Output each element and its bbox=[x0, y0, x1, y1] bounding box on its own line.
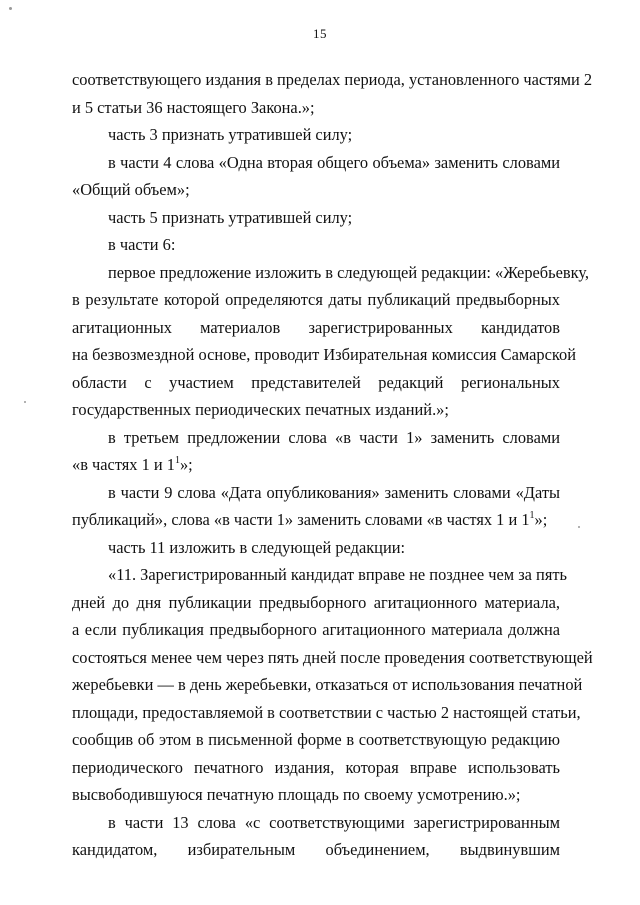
paragraph-line: в части 6: bbox=[108, 235, 176, 254]
paragraph-line: жеребьевки — в день жеребьевки, отказаться от использования печатной bbox=[72, 675, 583, 694]
paragraph-line: кандидатом, избирательным объединением, выдвинувшим bbox=[72, 840, 560, 859]
paragraph-line: в результате которой определяются даты публикаций предвыборных bbox=[72, 290, 560, 309]
paragraph-line: в части 9 слова «Дата опубликования» заменить словами «Даты bbox=[108, 482, 560, 502]
paragraph-line: и 5 статьи 36 настоящего Закона.»; bbox=[72, 97, 315, 117]
line-text: публикаций», слова «в части 1» заменить словами «в частях 1 и 1 bbox=[72, 510, 530, 529]
paragraph-line: часть 5 признать утратившей силу; bbox=[108, 207, 353, 227]
paragraph-line: в части 4 слова «Одна вторая общего объема» заменить словами bbox=[108, 152, 560, 172]
paragraph-line: в части 13 слова «с соответствующими зарегистрированным bbox=[108, 812, 560, 832]
scan-speck bbox=[9, 7, 12, 10]
paragraph-line: периодического печатного издания, которая вправе использовать bbox=[72, 757, 560, 777]
paragraph-line: часть 11 изложить в следующей редакции: bbox=[108, 537, 406, 557]
page-number: 15 bbox=[313, 26, 327, 41]
scan-speck bbox=[24, 401, 26, 403]
paragraph-line: дней до дня публикации предвыборного агитационного материала, bbox=[72, 592, 560, 612]
paragraph-line: часть 3 признать утратившей силу; bbox=[108, 125, 353, 144]
paragraph-line: соответствующего издания в пределах периода, установленного частями 2 bbox=[72, 70, 593, 89]
paragraph-line: высвободившуюся печатную площадь по своему усмотрению.»; bbox=[72, 785, 521, 804]
paragraph-line: а если публикация предвыборного агитационного материала должна bbox=[72, 620, 560, 639]
paragraph-line: площади, предоставляемой в соответствии с частью 2 настоящей статьи, bbox=[72, 702, 581, 722]
paragraph-line: состояться менее чем через пять дней после проведения соответствующей bbox=[72, 647, 593, 667]
paragraph-line: государственных периодических печатных изданий.»; bbox=[72, 400, 449, 419]
paragraph-line: на безвозмездной основе, проводит Избирательная комиссия Самарской bbox=[72, 345, 576, 364]
paragraph-line: агитационных материалов зарегистрированных кандидатов bbox=[72, 317, 560, 337]
line-text: «в частях 1 и 1 bbox=[72, 455, 175, 474]
paragraph-line bbox=[72, 506, 560, 534]
paragraph-line: «Общий объем»; bbox=[72, 180, 190, 199]
line-text: »; bbox=[534, 510, 548, 529]
document-body bbox=[72, 66, 593, 864]
paragraph-line: первое предложение изложить в следующей редакции: «Жеребьевку, bbox=[108, 262, 590, 282]
paragraph-line: сообщив об этом в письменной форме в соответствующую редакцию bbox=[72, 730, 560, 749]
superscript: 1 bbox=[174, 454, 180, 466]
paragraph-line: области с участием представителей редакций региональных bbox=[72, 372, 560, 392]
paragraph-line: в третьем предложении слова «в части 1» заменить словами bbox=[108, 427, 560, 447]
paragraph-line: «11. Зарегистрированный кандидат вправе не позднее чем за пять bbox=[108, 565, 567, 584]
paragraph-line bbox=[72, 451, 560, 479]
superscript: 1 bbox=[529, 509, 535, 521]
scan-speck bbox=[578, 526, 580, 528]
line-text: »; bbox=[179, 455, 193, 474]
